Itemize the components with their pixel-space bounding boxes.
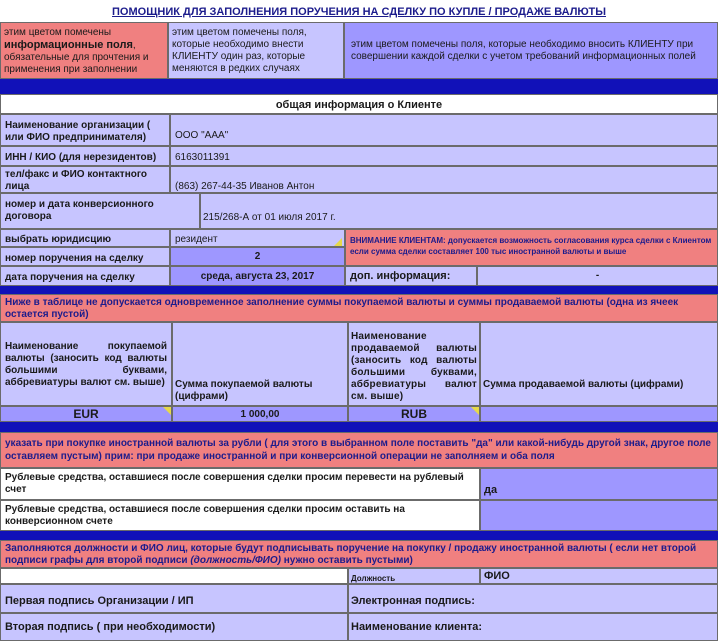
legend-info-prefix: этим цветом помечены xyxy=(4,27,112,38)
buy-currency-sum-label: Сумма покупаемой валюты (цифрами) xyxy=(172,322,348,406)
org-name-value[interactable]: ООО "ААА" xyxy=(170,114,718,146)
signature-note-text-2: нужно оставить пустыми) xyxy=(280,555,413,566)
legend-info-fields xyxy=(0,22,168,79)
page-title: ПОМОЩНИК ДЛЯ ЗАПОЛНЕНИЯ ПОРУЧЕНИЯ НА СДЕЛКУ ПО КУПЛЕ / ПРОДАЖЕ ВАЛЮТЫ xyxy=(0,4,718,20)
contact-value[interactable]: (863) 267-44-35 Иванов Антон xyxy=(170,166,718,193)
signature-note xyxy=(0,540,718,568)
rub-transfer-label: Рублевые средства, оставшиеся после совершения сделки просим перевести на рублевый счет xyxy=(0,468,480,500)
sell-currency-code[interactable]: RUB xyxy=(348,406,480,422)
inn-value[interactable]: 6163011391 xyxy=(170,146,718,166)
contract-label: номер и дата конверсионного договора xyxy=(0,193,200,229)
buy-currency-name-label: Наименование покупаемой валюты (заносить код валюты большими буквами, аббревиатуры валют см. выше) xyxy=(0,322,172,406)
electronic-signature-label: Электронная подпись: xyxy=(348,584,718,613)
legend-each-deal-fields: этим цветом помечены поля, которые необходимо вносить КЛИЕНТУ при совершении каждой сделки с учетом требований информационных полей xyxy=(344,22,718,79)
jurisdiction-select[interactable]: резидент xyxy=(170,229,345,247)
jurisdiction-label: выбрать юридисцию xyxy=(0,229,170,247)
signature-note-italic: (должность/ФИО) xyxy=(190,555,281,566)
divider-bar xyxy=(0,79,718,94)
buy-currency-code[interactable]: EUR xyxy=(0,406,172,422)
position-label: Должность xyxy=(348,568,480,584)
rub-transfer-value[interactable]: да xyxy=(480,468,718,500)
sell-currency-amount[interactable] xyxy=(480,406,718,422)
legend-info-suffix: , обязательные для прочтения и применения при заполнении xyxy=(4,40,149,75)
divider-bar-3 xyxy=(0,422,718,432)
extra-info-label: доп. информация: xyxy=(345,266,477,286)
second-signature-label: Вторая подпись ( при необходимости) xyxy=(0,613,348,641)
extra-info-value[interactable]: - xyxy=(477,266,718,286)
rub-keep-value[interactable] xyxy=(480,500,718,531)
table-note: Ниже в таблице не допускается одновременное заполнение суммы покупаемой валюты и суммы продаваемой валюты (одна из ячеек остается пустой) xyxy=(0,294,718,322)
attention-note: ВНИМАНИЕ КЛИЕНТАМ: допускается возможность согласования курса сделки с Клиентом если сумма сделки составляет 100 тыс иностранной валюты и выше xyxy=(345,229,718,266)
order-number-label: номер поручения на сделку xyxy=(0,247,170,266)
legend-rare-fields: этим цветом помечены поля, которые необходимо внести КЛИЕНТУ один раз, которые меняются в редких случаях xyxy=(168,22,344,79)
divider-bar-4 xyxy=(0,531,718,540)
order-date-label: дата поручения на сделку xyxy=(0,266,170,286)
inn-label: ИНН / КИО (для нерезидентов) xyxy=(0,146,170,166)
buy-currency-amount[interactable]: 1 000,00 xyxy=(172,406,348,422)
general-info-header: общая информация о Клиенте xyxy=(0,94,718,114)
signature-header-spacer xyxy=(0,568,348,584)
fio-label: ФИО xyxy=(480,568,718,584)
sell-currency-name-label: Наименование продаваемой валюты (заносить код валюты большими буквами, аббревиатуры валют см. выше) xyxy=(348,322,480,406)
order-number-value[interactable]: 2 xyxy=(170,247,345,266)
rub-note: указать при покупке иностранной валюты за рубли ( для этого в выбранном поле поставить "да" или какой-нибудь другой знак, другое поле оставляем пустым) прим: при продаже иностранной и при конверсионной операции не заполняем и оба поля xyxy=(0,432,718,468)
client-name-label: Наименование клиента: xyxy=(348,613,718,641)
sell-currency-sum-label: Сумма продаваемой валюты (цифрами) xyxy=(480,322,718,406)
contact-label: тел/факс и ФИО контактного лица xyxy=(0,166,170,193)
legend-info-bold: информационные поля xyxy=(4,39,133,51)
signature-note-text-1: Заполняются должности и ФИО лиц, которые будут подписывать поручение на покупку / продажу иностранной валюты ( если нет второй подписи графы для второй подписи xyxy=(5,543,697,566)
first-signature-label: Первая подпись Организации / ИП xyxy=(0,584,348,613)
divider-bar-2 xyxy=(0,286,718,294)
contract-value[interactable]: 215/268-А от 01 июля 2017 г. xyxy=(200,193,718,229)
order-date-value[interactable]: среда, августа 23, 2017 xyxy=(170,266,345,286)
rub-keep-label: Рублевые средства, оставшиеся после совершения сделки просим оставить на конверсионном счете xyxy=(0,500,480,531)
org-name-label: Наименование организации ( или ФИО предпринимателя) xyxy=(0,114,170,146)
